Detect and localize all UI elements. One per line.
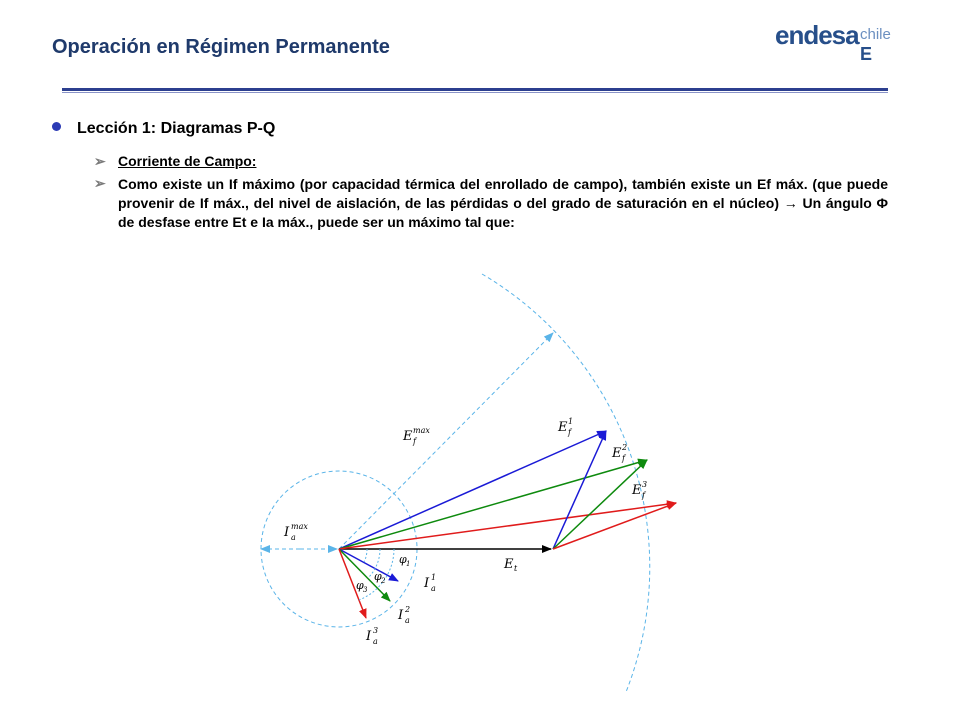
phi2-label: φ xyxy=(374,570,382,583)
ef1-sup: 1 xyxy=(568,417,574,426)
ia-max-sup: max xyxy=(291,522,308,531)
ef-max-arrow xyxy=(339,333,553,549)
ef1-sub: f xyxy=(568,428,571,437)
ia1-sup: 1 xyxy=(431,573,437,582)
ef2-sup: 2 xyxy=(622,443,628,452)
phi2-sub: 2 xyxy=(381,577,386,585)
ef-max-label: E xyxy=(403,429,413,444)
ia2-sup: 2 xyxy=(405,605,411,614)
bullet-lesson-text: Lección 1: Diagramas P-Q xyxy=(77,120,276,137)
drop3-phasor xyxy=(553,503,676,549)
ia1-label: I xyxy=(424,576,430,591)
ef1-label: E xyxy=(558,420,568,435)
et-sub: t xyxy=(514,564,518,573)
et-label: E xyxy=(504,557,514,572)
ef3-label: E xyxy=(632,483,642,498)
phi1-label: φ xyxy=(399,553,407,566)
ef3-sub: f xyxy=(642,491,645,500)
phi1-sub: 1 xyxy=(406,560,411,568)
drop1-phasor xyxy=(553,431,606,549)
ia1-sub: a xyxy=(431,584,436,593)
ef2-label: E xyxy=(612,446,622,461)
ia3-label: I xyxy=(366,629,372,644)
arrow-bullet-icon: ➢ xyxy=(94,153,106,169)
ia-max-sub: a xyxy=(291,533,296,542)
logo-main-text: endesa xyxy=(775,20,859,50)
phi3-sub: 3 xyxy=(363,586,368,594)
logo-sub-text: chile xyxy=(860,26,891,43)
phi1-arc xyxy=(364,549,367,562)
ia2-label: I xyxy=(398,608,404,623)
sub-bullet-explanation-text: Como existe un If máximo (por capacidad térmica del enrollado de campo), también existe un Ef máx. (que puede provenir de If máx., del nivel de aislación, de las pérdidas o del grado de saturación en el núcleo) → Un ángulo Φ de desfase entre Et e Ia máx., puede ser un máximo tal que: xyxy=(118,176,888,230)
ia-max-label: I xyxy=(284,525,290,540)
ef-max-sup: max xyxy=(413,426,430,435)
ef3-sup: 3 xyxy=(642,480,648,489)
ef2-sub: f xyxy=(622,454,625,463)
ia3-sub: a xyxy=(373,637,378,646)
ia1-phasor xyxy=(339,549,398,581)
ef-max-sub: f xyxy=(413,437,416,446)
sub-bullet-field-current-text: Corriente de Campo: xyxy=(118,153,257,169)
ia3-sup: 3 xyxy=(373,626,379,635)
arrow-bullet-icon: ➢ xyxy=(94,175,106,191)
logo-mark: E xyxy=(860,44,873,64)
slide-title: Operación en Régimen Permanente xyxy=(52,36,390,58)
ia2-sub: a xyxy=(405,616,410,625)
phi3-label: φ xyxy=(356,579,364,592)
